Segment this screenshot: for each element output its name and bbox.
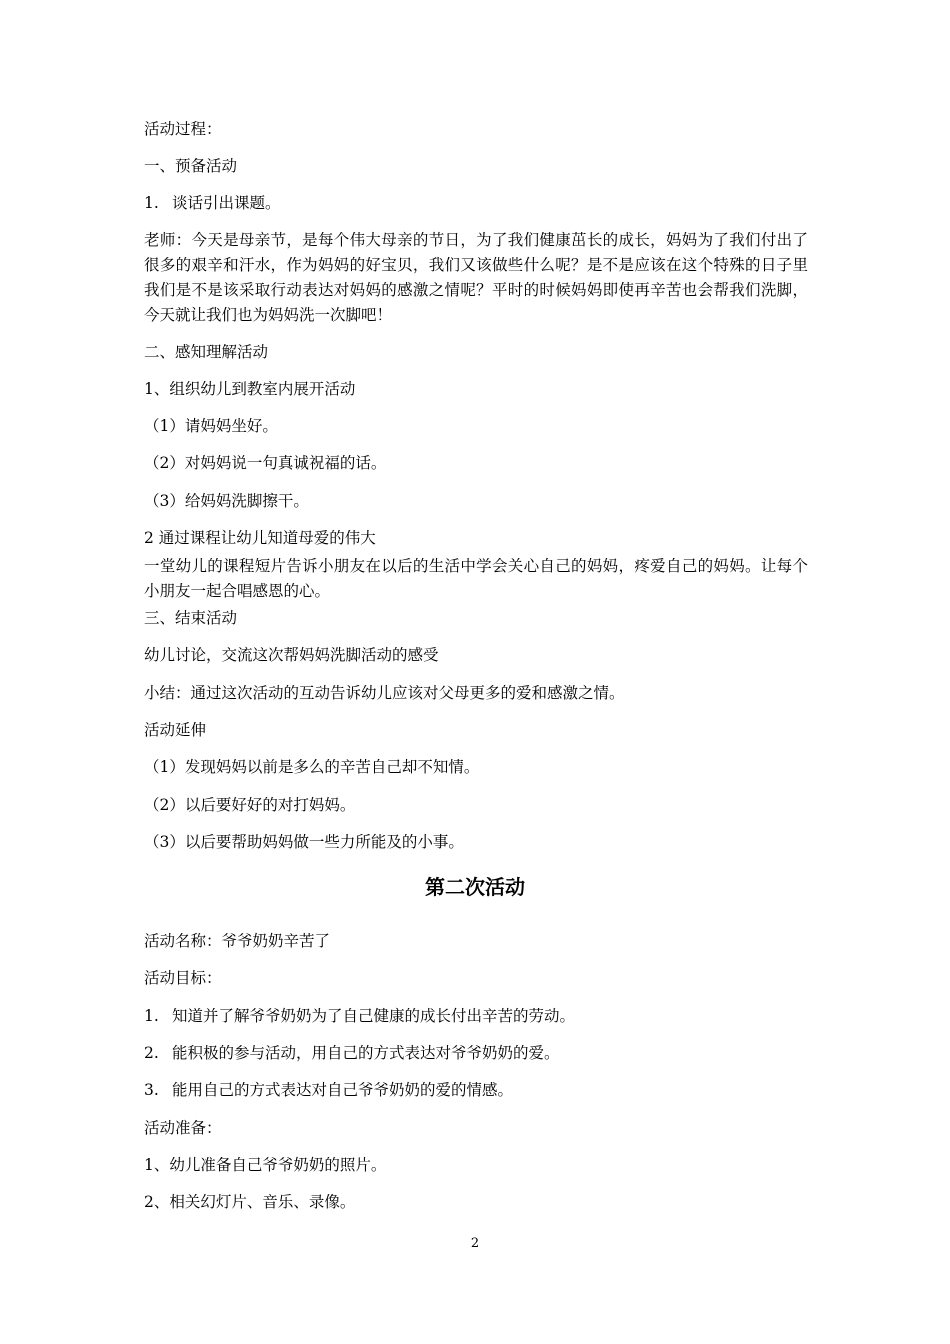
process-heading: 活动过程： (144, 120, 222, 138)
extension-item-2: （2）以后要好好的对打妈妈。 (144, 796, 356, 814)
extension-item-3: （3）以后要帮助妈妈做一些力所能及的小事。 (144, 833, 464, 851)
goal-item-1 (144, 1006, 575, 1026)
extension-heading: 活动延伸 (144, 721, 207, 739)
section-3-summary: 小结：通过这次活动的互动告诉幼儿应该对父母更多的爱和感激之情。 (144, 684, 625, 702)
section-2-item-2: 2 通过课程让幼儿知道母爱的伟大 (144, 529, 376, 547)
section-2-sub-3: （3）给妈妈洗脚擦干。 (144, 492, 309, 510)
item-text: 能用自己的方式表达对自己爷爷奶奶的爱的情感。 (172, 1081, 514, 1099)
goal-item-2 (144, 1043, 560, 1063)
preparation-item-1: 1、幼儿准备自己爷爷奶奶的照片。 (144, 1156, 387, 1174)
section-1-item-1 (144, 193, 281, 213)
item-text: 能积极的参与活动，用自己的方式表达对爷爷奶奶的爱。 (172, 1044, 560, 1062)
goal-item-3 (144, 1080, 513, 1100)
section-1-heading: 一、预备活动 (144, 157, 238, 175)
section-2-sub-1: （1）请妈妈坐好。 (144, 417, 278, 435)
section-2-heading: 二、感知理解活动 (144, 343, 269, 361)
preparation-item-2: 2、相关幻灯片、音乐、录像。 (144, 1193, 356, 1211)
section-2-item-1: 1、组织幼儿到教室内展开活动 (144, 380, 356, 398)
section-3-discussion: 幼儿讨论，交流这次帮妈妈洗脚活动的感受 (144, 646, 439, 664)
extension-item-1: （1）发现妈妈以前是多么的辛苦自己却不知情。 (144, 758, 480, 776)
item-text: 谈话引出课题。 (172, 194, 281, 212)
item-number: 1. (144, 194, 159, 212)
item-number: 2. (144, 1044, 159, 1062)
section-2-item-2-paragraph: 一堂幼儿的课程短片告诉小朋友在以后的生活中学会关心自己的妈妈，疼爱自己的妈妈。让每个小朋友一起合唱感恩的心。 (144, 557, 808, 600)
section-3-heading: 三、结束活动 (144, 609, 238, 627)
item-number: 1. (144, 1007, 159, 1025)
section-2-sub-2: （2）对妈妈说一句真诚祝福的话。 (144, 454, 387, 472)
item-text: 知道并了解爷爷奶奶为了自己健康的成长付出辛苦的劳动。 (172, 1007, 576, 1025)
item-number: 3. (144, 1081, 159, 1099)
second-activity-title: 第二次活动 (425, 875, 525, 899)
preparation-heading: 活动准备： (144, 1119, 222, 1137)
activity-name-line: 活动名称：爷爷奶奶辛苦了 (144, 932, 331, 950)
goal-heading: 活动目标： (144, 969, 222, 987)
page-number: 2 (470, 1236, 480, 1251)
teacher-paragraph: 老师：今天是母亲节，是每个伟大母亲的节日，为了我们健康茁长的成长，妈妈为了我们付出了很多的艰辛和汗水，作为妈妈的好宝贝，我们又该做些什么呢？是不是应该在这个特殊的日子里我们是不是该采取行动表达对妈妈的感激之情呢？平时的时候妈妈即使再辛苦也会帮我们洗脚，今天就让我们也为妈妈洗一次脚吧！ (144, 231, 808, 324)
